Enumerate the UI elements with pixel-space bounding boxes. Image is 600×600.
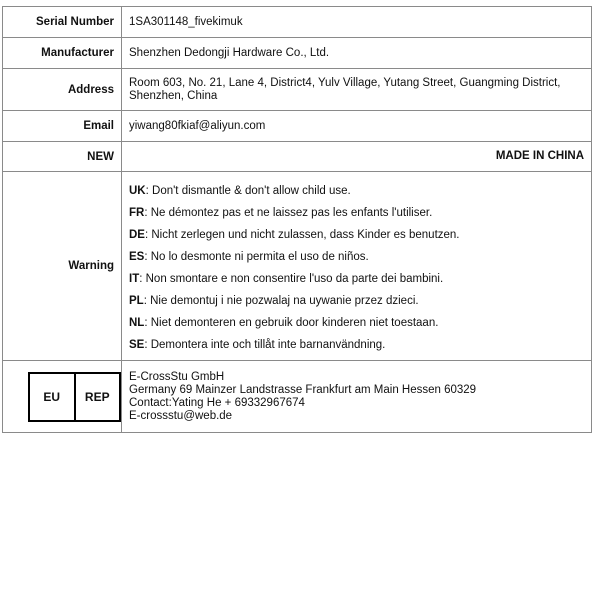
eu-rep-badge-cell — [3, 361, 122, 433]
warning-label: Warning — [3, 172, 122, 361]
address-value: Room 603, No. 21, Lane 4, District4, Yulv Village, Yutang Street, Guangming District, Shenzhen, China — [122, 69, 592, 111]
lang-code: IT — [129, 273, 140, 285]
warning-line-es — [129, 247, 584, 269]
new-label: NEW — [3, 142, 122, 172]
serial-label: Serial Number — [3, 7, 122, 38]
warning-sentence: : No lo desmonte ni permita el uso de niños. — [144, 251, 369, 263]
warning-line-de — [129, 225, 584, 247]
manufacturer-label: Manufacturer — [3, 38, 122, 69]
rep-email: E-crossstu@web.de — [129, 409, 233, 422]
address-label: Address — [3, 69, 122, 111]
lang-code: FR — [129, 207, 145, 219]
lang-code: NL — [129, 317, 145, 329]
warning-sentence: : Demontera inte och tillåt inte barnanvändning. — [144, 339, 386, 351]
warning-row — [3, 172, 592, 361]
rep-company: E-CrossStu GmbH — [129, 370, 225, 383]
representative-details — [122, 361, 592, 433]
address-row — [3, 69, 592, 111]
warning-line-nl — [129, 313, 584, 335]
warning-list — [129, 175, 584, 358]
warning-line-uk — [129, 181, 584, 203]
lang-code: PL — [129, 295, 144, 307]
manufacturer-value: Shenzhen Dedongji Hardware Co., Ltd. — [122, 38, 592, 69]
rep-badge-text: REP — [74, 374, 120, 420]
manufacturer-row — [3, 38, 592, 69]
lang-code: ES — [129, 251, 145, 263]
rep-address: Germany 69 Mainzer Landstrasse Frankfurt am Main Hessen 60329 — [129, 383, 477, 396]
warning-line-pl — [129, 291, 584, 313]
email-row — [3, 111, 592, 142]
product-info-table — [2, 6, 592, 433]
warning-line-se — [129, 335, 584, 357]
warning-text — [122, 172, 592, 361]
warning-sentence: : Ne démontez pas et ne laissez pas les enfants l'utiliser. — [144, 207, 433, 219]
warning-sentence: : Nie demontuj i nie pozwalaj na uywanie przez dzieci. — [143, 295, 419, 307]
lang-code: SE — [129, 339, 145, 351]
email-label: Email — [3, 111, 122, 142]
serial-row — [3, 7, 592, 38]
warning-sentence: : Nicht zerlegen und nicht zulassen, dass Kinder es benutzen. — [144, 229, 460, 241]
rep-contact: Contact:Yating He + 69332967674 — [129, 396, 305, 409]
warning-line-fr — [129, 203, 584, 225]
warning-line-it — [129, 269, 584, 291]
lang-code: DE — [129, 229, 145, 241]
serial-value: 1SA301148_fivekimuk — [122, 7, 592, 38]
warning-sentence: : Niet demonteren en gebruik door kinderen niet toestaan. — [144, 317, 439, 329]
representative-row — [3, 361, 592, 433]
warning-sentence: : Don't dismantle & don't allow child use. — [145, 185, 351, 197]
email-value: yiwang80fkiaf@aliyun.com — [122, 111, 592, 142]
eu-rep-badge — [28, 372, 121, 422]
made-in-value: MADE IN CHINA — [122, 142, 592, 172]
warning-sentence: : Non smontare e non consentire l'uso da parte dei bambini. — [139, 273, 444, 285]
eu-badge-text: EU — [43, 390, 61, 404]
origin-row — [3, 142, 592, 172]
lang-code: UK — [129, 185, 146, 197]
